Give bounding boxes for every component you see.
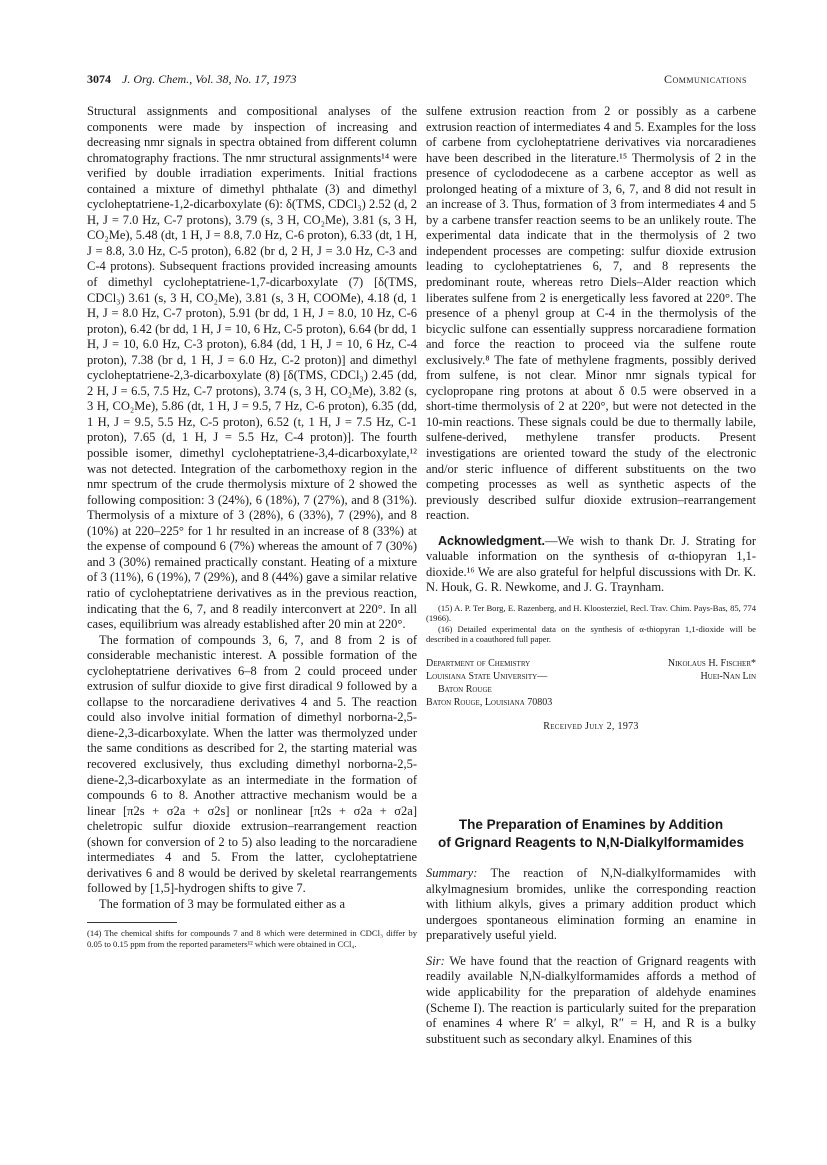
acknowledgment-heading: Acknowledgment. [438,533,545,548]
author-1: Nikolaus H. Fischer* [667,657,756,669]
affiliation-row-2 [426,670,756,683]
page-header [87,72,747,90]
left-column [87,104,417,949]
sir-paragraph [426,954,756,1047]
article-title-line-1: The Preparation of Enamines by Addition [458,817,724,833]
affiliation-block [426,657,756,709]
footnote-16: (16) Detailed experimental data on the synthesis of α-thiopyran 1,1-dioxide will be described in a coauthored full paper. [426,623,756,645]
right-column [426,104,756,1047]
footnote-rule [87,922,177,923]
body-paragraph-1: Structural assignments and compositional analyses of the components were made by inspection of increasing and decreasing nmr signals in spectra obtained from different column chromatography fractions. The nmr structural assignments¹⁴ were verified by double irradiation experiments. Initial fractions contained a mixture of dimethyl phthalate (3) and dimethyl cycloheptatriene-1,2-dicarboxylate (6): δ(TMS, CDCl₃) 2.52 (d, 2 H, J = 7.0 Hz, C-7 protons), 3.79 (s, 3 H, CO₂Me), 3.81 (s, 3 H, CO₂Me), 5.48 (dt, 1 H, J = 8.8, 7.0 Hz, C-6 proton), 6.33 (dt, 1 H, J = 8.8, 3.0 Hz, C-5 proton), 6.82 (br d, 2 H, J = 3.0 Hz, C-3 and C-4 protons). Subsequent fractions provided increasing amounts of dimethyl cycloheptatriene-1,7-dicarboxylate (7) [δ(TMS, CDCl₃) 3.61 (s, 3 H, CO₂Me), 3.81 (s, 3 H, COOMe), 4.18 (d, 1 H, J = 8.0 Hz, C-7 proton), 5.91 (br dd, 1 H, J = 8.0, 10 Hz, C-6 proton), 6.42 (br dd, 1 H, J = 10, 6 Hz, C-5 proton), 6.64 (br dd, 1 H, J = 10, 6.0 Hz, C-3 proton), 6.84 (dd, 1 H, J = 10, 6 Hz, C-4 proton), 7.38 (br d, 1 H, J = 6.0 Hz, C-2 proton)] and dimethyl cycloheptatriene-2,3-dicarboxylate (8) [δ(TMS, CDCl₃) 2.45 (dd, 2 H, J = 6.5, 7.5 Hz, C-7 protons), 3.74 (s, 3 H, CO₂Me), 3.82 (s, 3 H, CO₂Me), 5.86 (dt, 1 H, J = 9.5, 7 Hz, C-6 proton), 6.35 (dd, 1 H, J = 9.5, 5.5 Hz, C-5 proton), 6.52 (t, 1 H, J = 7.5 Hz, C-1 proton), 7.65 (d, 1 H, J = 5.5 Hz, C-4 proton)]. The fourth possible isomer, dimethyl cycloheptatriene-3,4-dicarboxylate,¹² was not detected. Integration of the carbomethoxy region in the nmr spectrum of the crude thermolysis mixture of 2 showed the following composition: 3 (24%), 6 (18%), 7 (27%), and 8 (31%). Thermolysis of a mixture of 3 (28%), 6 (33%), 7 (29%), and 8 (10%) at 220–225° for 1 hr resulted in an increase of 8 (33%) at the expense of compound 6 (7%) whereas the amount of 7 (30%) and 3 (30%) remained practically constant. Heating of a mixture of 3 (11%), 6 (19%), 7 (29%), and 8 (44%) gave a similar relative ratio of cycloheptatriene derivatives as in the previous reaction, indicating that the 6, 7, and 8 readily interconvert at 220°. In all cases, equilibrium was already established after 20 min at 220°. [87,104,417,632]
affiliation-state: Baton Rouge, Louisiana 70803 [426,696,553,708]
summary-paragraph [426,866,756,944]
summary-text: The reaction of N,N-dialkylformamides with alkylmagnesium bromides, unlike the corresponding reaction with lithium alkyls, gives a primary addition product which undergoes spontaneous elimination forming an enamine in preparatively useful yield. [426,866,756,943]
affiliation-city: Baton Rouge [438,683,492,695]
page-number: 3074 [87,72,111,86]
article-title [426,816,756,852]
footnote-14: (14) The chemical shifts for compounds 7 and 8 which were determined in CDCl₃ differ by 0.05 to 0.15 ppm from the reported parameters¹² which were obtained in CCl₄. [87,928,417,949]
sir-text: We have found that the reaction of Grignard reagents with readily available N,N-dialkylformamides affords a method of wide applicability for the preparation of aldehyde enamines (Scheme I). The reaction is particularly suited for the preparation of enamines 4 where R′ = alkyl, R″ = H, and R is a bulky substituent such as secondary alkyl. Enamines of this [426,953,756,1046]
body-paragraph-3: The formation of 3 may be formulated either as a [99,896,346,911]
affiliation-row-1 [426,657,756,670]
received-date: Received July 2, 1973 [543,720,639,732]
acknowledgment [426,534,756,596]
acknowledgment-text: —We wish to thank Dr. J. Strating for valuable information on the synthesis of α-thiopyran 1,1-dioxide.¹⁶ We are also grateful for helpful discussions with Dr. K. N. Houk, G. R. Newkome, and J. G. Traynham. [426,533,756,595]
affiliation-univ: Louisiana State University— [426,670,548,682]
section-name: Communications [663,72,747,86]
body-paragraph-right: sulfene extrusion reaction from 2 or possibly as a carbene extrusion reaction of intermediates 4 and 5. Examples for the loss of carbene from cycloheptatriene derivatives via norcaradienes have been described in the literature.¹⁵ Thermolysis of 2 in the presence of cyclododecene as a carbene acceptor as well as prolonged heating of a mixture of 3, 6, 7, and 8 did not result in an increase of 3. Thus, formation of 3 from intermediates 4 and 5 by a carbene transfer reaction seems to be an unlikely route. The experimental data indicate that in the thermolysis of 2 two independent processes are competing: sulfur dioxide extrusion leading to cycloheptatrienes 6, 7, and 8 represents the predominant route, whereas retro Diels–Alder reaction which liberates sulfene from 2 is energetically less favored at 220°. The presence of a phenyl group at C-4 in the thermolysis of the bicyclic sulfone can essentially suppress norcaradiene formation and force the reaction to proceed via the sulfene route exclusively.⁸ The fate of methylene fragments, possibly derived from sulfene, is not clear. Minor nmr signals typical for cyclopropane ring protons at about δ 0.5 were observed in a short-time thermolysis of 2 at 220°, but were not detected in the 10-min reactions. These signals could be due to thermally labile, sulfene-derived, methylene transfer products. Present investigations are oriented toward the study of the electronic and/or steric influence of different substituents on the two competing processes as well as synthetic aspects of the previously described sulfur dioxide extrusion–rearrangement reaction. [426,104,756,523]
article-title-line-2: of Grignard Reagents to N,N-Dialkylformamides [437,835,745,851]
sir-label: Sir: [426,953,445,968]
journal-citation: J. Org. Chem., Vol. 38, No. 17, 1973 [122,72,297,86]
body-paragraph-2: The formation of compounds 3, 6, 7, and 8 from 2 is of considerable mechanistic interest. A possible formation of the cycloheptatriene derivatives 6–8 from 2 could proceed under extrusion of sulfur dioxide to give first diradical 9 followed by a collapse to the norcaradiene derivatives 4 and 5. The reaction could also involve initial formation of dimethyl norborna-2,5-diene-2,3-dicarboxylate. When the latter was thermolyzed under the same conditions as described for 2, the starting material was recovered exclusively, thus excluding dimethyl norborna-2,5-diene-2,3-dicarboxylate as an intermediate in the formation of compounds 6 to 8. Another attractive mechanism would be a linear [π2s + σ2a + σ2s] or nonlinear [π2s + σ2a + σ2a] cheletropic sulfur dioxide extrusion–rearrangement reaction (shown for conversion of 2 to 5) also leading to the norcaradiene intermediates 4 and 5. From the latter, cycloheptatriene derivatives 6 and 8 would be derived by skeletal rearrangements followed by [1,5]-hydrogen shifts to give 7. [87,632,417,896]
author-2: Huei-Nan Lin [700,670,756,682]
summary-label: Summary: [426,866,478,881]
affiliation-dept: Department of Chemistry [426,657,531,669]
footnote-15: (15) A. P. Ter Borg, E. Razenberg, and H. Kloosterziel, Recl. Trav. Chim. Pays-Bas, 85, 774 (1966). [426,602,756,624]
header-left [87,72,297,87]
